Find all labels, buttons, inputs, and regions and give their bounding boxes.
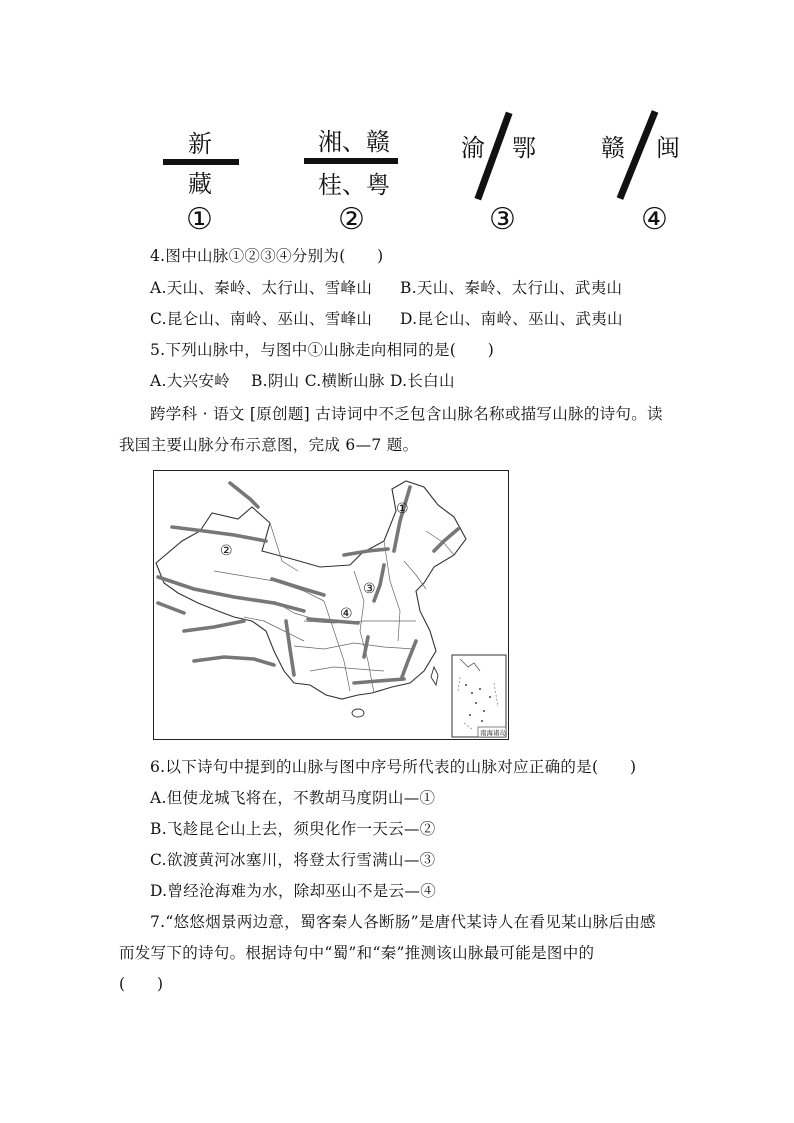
intro-line-1: 跨学科 · 语文 [原创题] 古诗词中不乏包含山脉名称或描写山脉的诗句。读	[150, 405, 663, 423]
q5-stem: 5.下列山脉中，与图中①山脉走向相同的是( )	[150, 341, 495, 359]
china-mountains-map	[153, 470, 509, 740]
q4-option-c: C.昆仑山、南岭、巫山、雪峰山	[150, 310, 373, 328]
range-altai	[230, 483, 258, 507]
fig1-item4-left: 赣	[601, 134, 625, 162]
range-hengduan	[286, 621, 294, 675]
q6-option-c: C.欲渡黄河冰塞川，将登太行雪满山—③	[150, 851, 436, 869]
range-yinshan	[344, 549, 388, 555]
fig1-item1-number: ①	[186, 202, 213, 237]
q7-line-3: ( )	[119, 975, 164, 993]
fig1-item4-right: 闽	[656, 134, 680, 162]
fig1-item2-bottom: 桂、粤	[318, 171, 390, 199]
map-label-3: ③	[363, 581, 376, 597]
range-xuefeng	[364, 637, 368, 657]
fig1-item1-top: 新	[188, 130, 212, 158]
fig1-item3-number: ③	[489, 202, 516, 237]
range-nanling	[354, 679, 404, 683]
q4-option-a: A.天山、秦岭、太行山、雪峰山	[150, 279, 373, 297]
range-himalaya	[194, 657, 274, 665]
fig1-item3-right: 鄂	[512, 134, 536, 162]
q6-option-b: B.飞趁昆仑山上去，须臾化作一天云—②	[150, 820, 436, 838]
map-label-4: ④	[340, 606, 353, 622]
fig1-item1-bottom: 藏	[188, 170, 212, 198]
map-label-1: ①	[396, 501, 409, 517]
intro-line-2: 我国主要山脉分布示意图，完成 6—7 题。	[119, 436, 419, 454]
q4-option-b: B.天山、秦岭、太行山、武夷山	[400, 279, 623, 297]
q7-line-1: 7.“悠悠烟景两边意，蜀客秦人各断肠”是唐代某诗人在看见某山脉后由感	[150, 913, 656, 931]
range-daxinganling	[394, 487, 410, 551]
q5-options: A.大兴安岭 B.阴山 C.横断山脉 D.长白山	[150, 372, 455, 390]
q4-stem: 4.图中山脉①②③④分别为( )	[150, 247, 384, 265]
range-karakoram	[158, 603, 184, 613]
fig1-item2-mountain-bar	[304, 158, 398, 164]
taiwan-island	[431, 667, 438, 685]
range-wuyi	[402, 641, 416, 677]
south-china-sea-inset	[452, 655, 507, 737]
fig1-item4-number: ④	[641, 202, 668, 237]
q6-option-d: D.曾经沧海难为水，除却巫山不是云—④	[150, 882, 437, 900]
q6-stem: 6.以下诗句中提到的山脉与图中序号所代表的山脉对应正确的是( )	[150, 758, 637, 776]
range-gangdise	[184, 621, 244, 631]
range-changbai	[434, 529, 458, 551]
inset-label: 南海诸岛	[480, 729, 506, 737]
fig1-item2-number: ②	[338, 202, 365, 237]
hainan-island	[352, 709, 364, 717]
fig2-item2-top: 湘、赣	[318, 128, 390, 156]
map-drawing	[154, 471, 508, 739]
range-qilian	[272, 579, 324, 595]
fig1-item1-mountain-bar	[163, 159, 239, 165]
q6-option-a: A.但使龙城飞将在，不教胡马度阴山—①	[150, 789, 436, 807]
q7-line-2: 而发写下的诗句。根据诗句中“蜀”和“秦”推测该山脉最可能是图中的	[119, 944, 595, 962]
q4-option-d: D.昆仑山、南岭、巫山、武夷山	[400, 310, 623, 328]
fig1-item3-left: 渝	[461, 134, 485, 162]
map-label-2: ②	[220, 543, 233, 559]
